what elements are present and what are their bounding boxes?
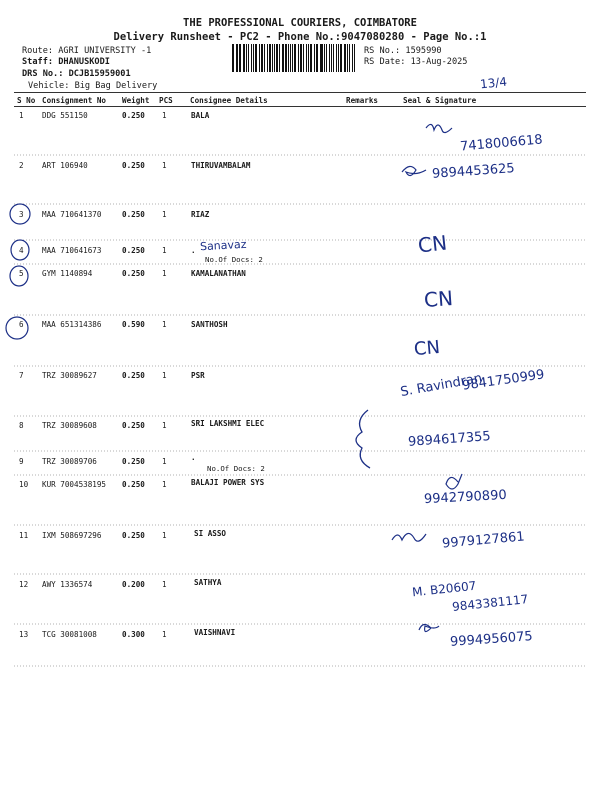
row-sno: 4 xyxy=(19,246,24,255)
row-weight: 0.250 xyxy=(122,210,145,219)
barcode-bar xyxy=(308,44,310,72)
row-consignment: MAA 651314386 xyxy=(42,320,102,329)
row-consignee: RIAZ xyxy=(191,210,210,219)
barcode-bar xyxy=(316,44,317,72)
row-consignee: BALAJI POWER SYS xyxy=(191,478,265,487)
barcode-bar xyxy=(276,44,278,72)
barcode-bar xyxy=(354,44,355,72)
handwriting-cn-row5: CN xyxy=(423,286,454,312)
row-sno: 10 xyxy=(19,480,29,489)
row-consignment: TRZ 30089627 xyxy=(42,371,97,380)
row-pcs: 1 xyxy=(162,580,167,589)
handwriting-row7-name: S. Ravindran xyxy=(399,370,484,401)
handwriting-row12-name: M. B20607 xyxy=(411,578,477,600)
barcode-bar xyxy=(282,44,284,72)
barcode-bar xyxy=(329,44,330,72)
row-pcs: 1 xyxy=(162,210,167,219)
handwriting-row12-phone: 9843381117 xyxy=(451,592,529,614)
row-consignment: MAA 710641370 xyxy=(42,210,102,219)
row-sno: 8 xyxy=(19,421,24,430)
handwriting-row13-phone: 9994956075 xyxy=(449,629,534,650)
row-pcs: 1 xyxy=(162,161,167,170)
row-sno: 12 xyxy=(19,580,29,589)
row-pcs: 1 xyxy=(162,421,167,430)
row-sno: 13 xyxy=(19,630,29,639)
row-sno: 1 xyxy=(19,111,24,120)
col-consignee: Consignee Details xyxy=(190,96,268,105)
barcode-bar xyxy=(300,44,302,72)
row-consignment: IXM 508697296 xyxy=(42,531,102,540)
staff-label: Staff: DHANUSKODI xyxy=(22,57,110,67)
barcode-bar xyxy=(294,44,296,72)
barcode-bar xyxy=(310,44,312,72)
barcode-bar xyxy=(338,44,339,72)
row-pcs: 1 xyxy=(162,531,167,540)
barcode-bar xyxy=(292,44,293,72)
barcode-bar xyxy=(352,44,354,72)
row-sno: 3 xyxy=(19,210,24,219)
barcode-bar xyxy=(331,44,332,72)
row-consignment: DDG 551150 xyxy=(42,111,88,120)
handwriting-row1-phone: 7418006618 xyxy=(459,132,544,155)
handwriting-cn-row3: CN xyxy=(416,230,449,258)
row-consignee: VAISHNAVI xyxy=(194,628,236,637)
barcode-bar xyxy=(239,44,241,72)
barcode-bar xyxy=(344,44,346,72)
barcode-bar xyxy=(303,44,304,72)
row-consignee: THIRUVAMBALAM xyxy=(191,161,251,170)
row-weight: 0.250 xyxy=(122,246,145,255)
barcode-bar xyxy=(324,44,325,72)
row-sno: 2 xyxy=(19,161,24,170)
handwriting-row2-phone: 9894453625 xyxy=(431,161,516,182)
row-weight: 0.300 xyxy=(122,630,145,639)
barcode-bar xyxy=(248,44,249,72)
runsheet-subtitle: Delivery Runsheet - PC2 - Phone No.:9047080280 - Page No.:1 xyxy=(113,31,487,43)
row-weight: 0.250 xyxy=(122,457,145,466)
handwriting-row11-phone: 9979127861 xyxy=(441,529,526,552)
barcode-bar xyxy=(237,44,238,72)
barcode-bar xyxy=(236,44,237,72)
barcode-bar xyxy=(255,44,257,72)
row-sno: 9 xyxy=(19,457,24,466)
barcode-bar xyxy=(349,44,350,72)
rs-no-label: RS No.: 1595990 xyxy=(364,46,442,56)
row-pcs: 1 xyxy=(162,480,167,489)
barcode-bar xyxy=(314,44,315,72)
col-remarks: Remarks xyxy=(346,96,379,105)
barcode-bar xyxy=(274,44,275,72)
barcode-bar xyxy=(272,44,273,72)
barcode-bar xyxy=(285,44,287,72)
row-consignment: KUR 7004538195 xyxy=(42,480,107,489)
header-rule-bottom xyxy=(14,106,586,107)
row-sno: 7 xyxy=(19,371,24,380)
row-pcs: 1 xyxy=(162,111,167,120)
row-pcs: 1 xyxy=(162,457,167,466)
col-pcs: PCS xyxy=(159,96,173,105)
row-weight: 0.250 xyxy=(122,111,145,120)
row-consignee: PSR xyxy=(191,371,205,380)
row-consignee: SATHYA xyxy=(194,578,222,587)
row-consignment: TCG 30081008 xyxy=(42,630,97,639)
row-consignment: TRZ 30089608 xyxy=(42,421,97,430)
row-docs-note: No.Of Docs: 2 xyxy=(205,255,263,264)
barcode-bar xyxy=(269,44,271,72)
barcode-bar xyxy=(298,44,299,72)
barcode-bar xyxy=(333,44,335,72)
row-sno: 6 xyxy=(19,320,24,329)
row-consignee: BALA xyxy=(191,111,210,120)
row-pcs: 1 xyxy=(162,269,167,278)
barcode-bar xyxy=(253,44,255,72)
header-rule-top xyxy=(14,92,586,93)
barcode-bar xyxy=(267,44,268,72)
row-weight: 0.250 xyxy=(122,421,145,430)
row-consignee: SRI LAKSHMI ELEC xyxy=(191,419,265,428)
barcode-bar xyxy=(261,44,263,72)
row-weight: 0.250 xyxy=(122,371,145,380)
col-consignment: Consignment No xyxy=(42,96,107,105)
barcode-bar xyxy=(279,44,280,72)
barcode-bar xyxy=(306,44,307,72)
barcode-bar xyxy=(290,44,291,72)
row-weight: 0.590 xyxy=(122,320,145,329)
barcode-bar xyxy=(246,44,247,72)
row-pcs: 1 xyxy=(162,320,167,329)
rs-date-label: RS Date: 13-Aug-2025 xyxy=(364,57,468,67)
row-weight: 0.250 xyxy=(122,269,145,278)
row-pcs: 1 xyxy=(162,371,167,380)
row-weight: 0.250 xyxy=(122,161,145,170)
row-weight: 0.250 xyxy=(122,531,145,540)
row-sno: 5 xyxy=(19,269,24,278)
drs-label: DRS No.: DCJB15959001 xyxy=(22,69,131,79)
row-consignment: AWY 1336574 xyxy=(42,580,93,589)
barcode-bar xyxy=(336,44,337,72)
row-pcs: 1 xyxy=(162,630,167,639)
row-weight: 0.250 xyxy=(122,480,145,489)
handwriting-row10-phone: 9942790890 xyxy=(423,487,508,508)
handwriting-row8-phone: 9894617355 xyxy=(407,429,492,450)
col-seal: Seal & Signature xyxy=(403,96,477,105)
company-title: THE PROFESSIONAL COURIERS, COIMBATORE xyxy=(183,17,417,29)
row-weight: 0.200 xyxy=(122,580,145,589)
row-consignee: KAMALANATHAN xyxy=(191,269,246,278)
row-consignment: GYM 1140894 xyxy=(42,269,93,278)
vehicle-label: Vehicle: Big Bag Delivery xyxy=(28,81,158,91)
row-pcs: 1 xyxy=(162,246,167,255)
handwriting-cn-row6: CN xyxy=(413,336,441,361)
barcode-bar xyxy=(259,44,260,72)
row-sno: 11 xyxy=(19,531,29,540)
route-label: Route: AGRI UNIVERSITY -1 xyxy=(22,46,152,56)
row-consignee: SANTHOSH xyxy=(191,320,228,329)
barcode-bar xyxy=(251,44,252,72)
col-weight: Weight xyxy=(122,96,150,105)
handwriting-row4-name: Sanavaz xyxy=(199,237,247,254)
barcode-bar xyxy=(317,44,318,72)
barcode xyxy=(232,44,356,72)
row-docs-note: No.Of Docs: 2 xyxy=(207,464,265,473)
col-sno: S No xyxy=(17,96,36,105)
barcode-bar xyxy=(232,44,234,72)
barcode-bar xyxy=(326,44,328,72)
row-consignment: ART 106940 xyxy=(42,161,88,170)
row-consignee: . xyxy=(191,453,196,462)
barcode-bar xyxy=(347,44,348,72)
barcode-bar xyxy=(340,44,342,72)
row-consignment: TRZ 30089706 xyxy=(42,457,97,466)
barcode-bar xyxy=(320,44,322,72)
page-mark-handwriting: 13/4 xyxy=(479,74,508,92)
handwriting-row7-phone: 9841750999 xyxy=(461,367,546,394)
row-consignee: SI ASSO xyxy=(194,529,227,538)
row-consignee: . xyxy=(191,246,196,255)
row-consignment: MAA 710641673 xyxy=(42,246,102,255)
barcode-bar xyxy=(288,44,289,72)
barcode-bar xyxy=(243,44,245,72)
barcode-bar xyxy=(264,44,265,72)
